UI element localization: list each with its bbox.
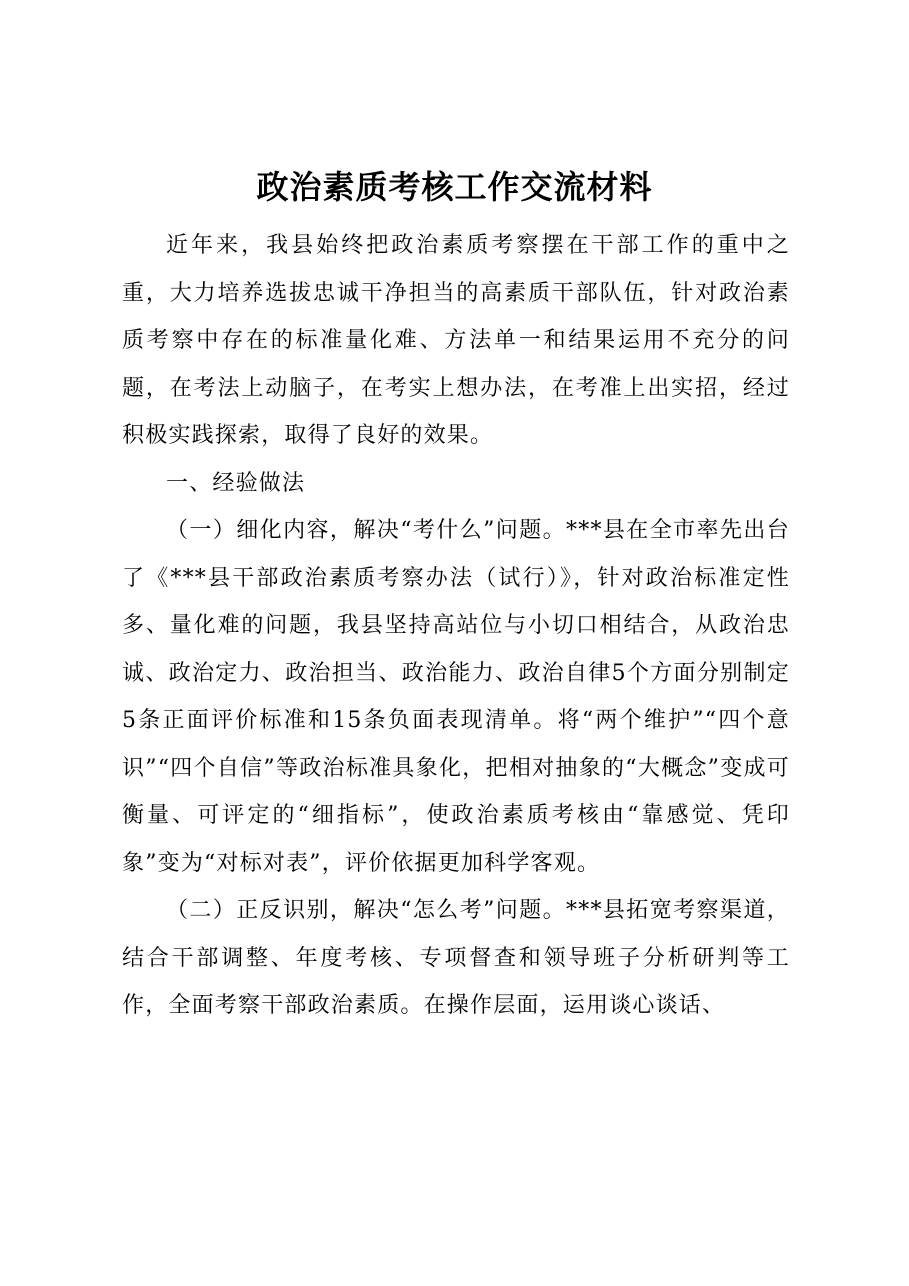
- document-title: 政治素质考核工作交流材料: [256, 168, 653, 206]
- intro-paragraph: 近年来，我县始终把政治素质考察摆在干部工作的重中之重，大力培养选拔忠诚干净担当的高素质干部队伍，针对政治素质考察中存在的标准量化难、方法单一和结果运用不充分的问题，在考法上动脑子，在考实上想办法，在考准上出实招，经过积极实践探索，取得了良好的效果。: [122, 233, 790, 448]
- paragraph-refine-content: （一）细化内容，解决“考什么”问题。***县在全市率先出台了《***县干部政治素质考察办法（试行）》，针对政治标准定性多、量化难的问题，我县坚持高站位与小切口相结合，从政治忠诚、政治定力、政治担当、政治能力、政治自律5个方面分别制定5条正面评价标准和15条负面表现清单。将“两个维护”“四个意识”“四个自信”等政治标准具象化，把相对抽象的“大概念”变成可衡量、可评定的“细指标”，使政治素质考核由“靠感觉、凭印象”变为“对标对表”，评价依据更加科学客观。: [122, 518, 790, 876]
- document-body: [122, 222, 790, 1030]
- section-heading-experience: 一、经验做法: [166, 470, 306, 496]
- paragraph-positive-negative: （二）正反识别，解决“怎么考”问题。***县拓宽考察渠道，结合干部调整、年度考核、专项督查和领导班子分析研判等工作，全面考察干部政治素质。在操作层面，运用谈心谈话、: [122, 898, 790, 1018]
